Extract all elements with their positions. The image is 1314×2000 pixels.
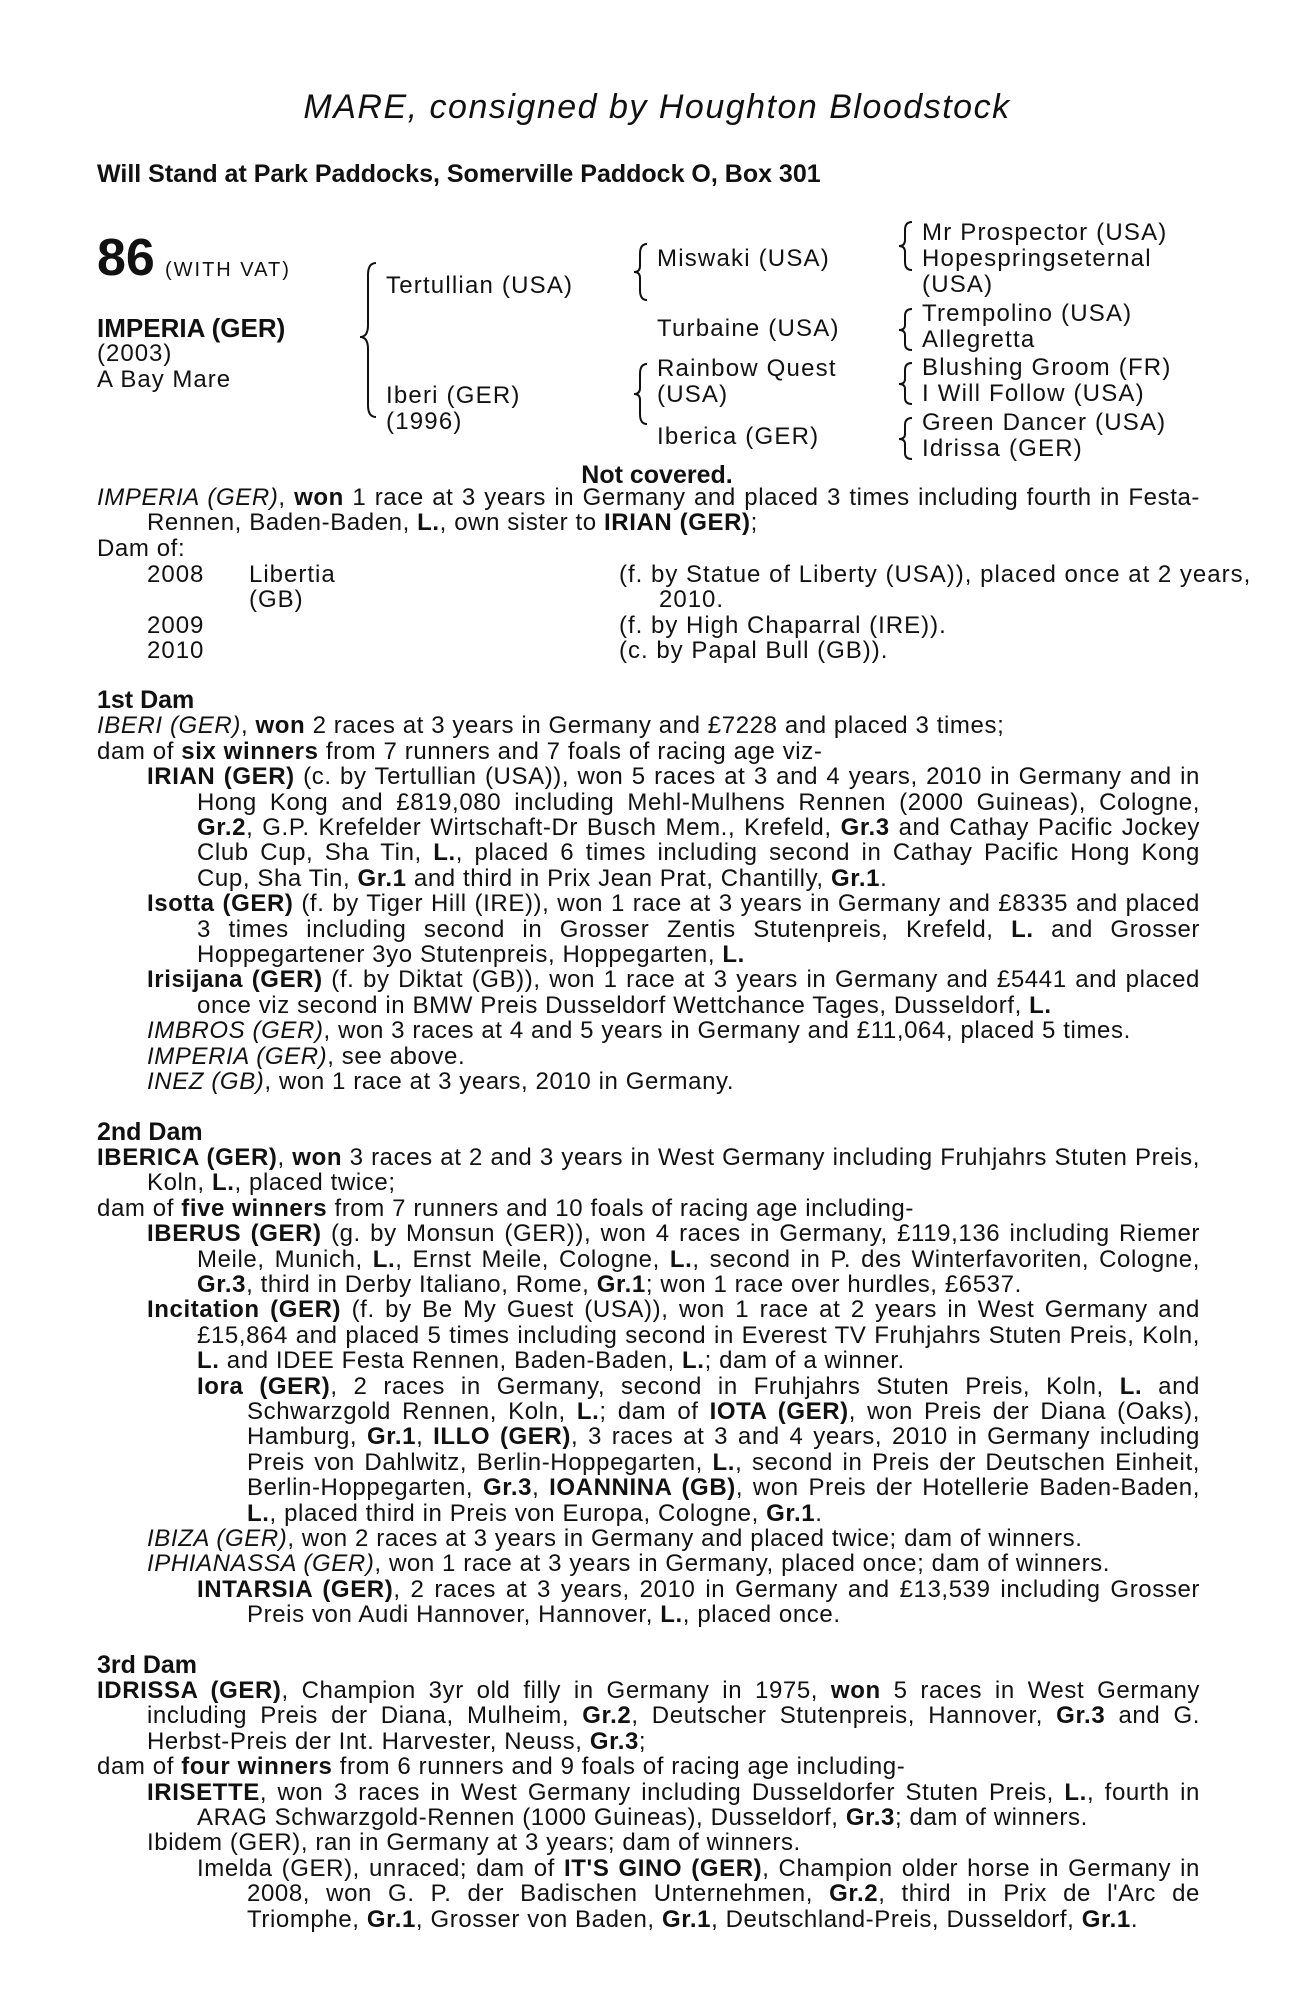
pedigree-sss: Mr Prospector (USA) <box>922 219 1168 246</box>
pedigree-dsd: I Will Follow (USA) <box>922 380 1145 407</box>
progeny-iphianassa: IPHIANASSA (GER), won 1 race at 3 years in Germany, placed once; dam of winners. <box>147 1550 1111 1578</box>
catalogue-page: MARE, consigned by Houghton Bloodstock Will Stand at Park Paddocks, Somerville Paddock O, Box 301 86 (WITH VAT) IMPERIA (GER) (2003) A Bay Mare Tertullian (USA) Iberi (GER) (1996) Miswaki (USA) Turbaine (USA) Rainbow Quest (USA) Iberica (GER) Mr Prospector (USA) Hopespringseternal (USA) Trempolino (USA) Allegretta Blushing Groom (FR) I Will Follow (USA) Green Dancer (USA) Idrissa (GER) Not covered. IMPERIA (GER), won 1 race at 3 years in Germany and placed 3 times including fourth in Festa-Rennen, Baden-Baden, L., own sister to IRIAN (GER); Dam of: 2008 Libertia (GB) (f. by Statue of Liberty (USA)), placed once at 2 years, 2010. 2009 (f. by High Chaparral (IRE)). 2010 (c. by Papal Bull (GB)). 1st Dam IBERI (GER), won 2 races at 3 years in Germany and £7228 and placed 3 times; dam of six winners from 7 runners and 7 foals of racing age viz- IRIAN (GER) (c. by Tertullian (USA)), won 5 races at 3 and 4 years, 2010 in Germany and in Hong Kong and £819,080 including Mehl-Mulhens Rennen (2000 Guineas), Cologne, Gr.2, G.P. Krefelder Wirtschaft-Dr Busch Mem., Krefeld, Gr.3 and Cathay Pacific Jockey Club Cup, Sha Tin, L., placed 6 times including second in Cathay Pacific Hong Kong Cup, Sha Tin, Gr.1 and third in Prix Jean Prat, Chantilly, Gr.1. Isotta (GER) (f. by Tiger Hill (IRE)), won 1 race at 3 years in Germany and £8335 and placed 3 times including second in Grosser Zentis Stutenpreis, Krefeld, L. and Grosser Hoppegartener 3yo Stutenpreis, Hoppegarten, L. Irisijana (GER) (f. by Diktat (GB)), won 1 race at 3 years in Germany and £5441 and placed once viz second in BMW Preis Dusseldorf Wettchance Tages, Dusseldorf, L. IMBROS (GER), won 3 races at 4 and 5 years in Germany and £11,064, placed 5 times. IMPERIA (GER), see above. INEZ (GB), won 1 race at 3 years, 2010 in Germany. 2nd Dam IBERICA (GER), won 3 races at 2 and 3 years in West Germany including Fruhjahrs Stuten Preis, Koln, L., placed twice; dam of five winners from 7 runners and 10 foals of racing age including- IBERUS (GER) (g. by Monsun (GER)), won 4 races in Germany, £119,136 including Riemer Meile, Munich, L., Ernst Meile, Cologne, L., second in P. des Winterfavoriten, Cologne, Gr.3, third in Derby Italiano, Rome, Gr.1; won 1 race over hurdles, £6537. Incitation (GER) (f. by Be My Guest (USA)), won 1 race at 2 years in West Germany and £15,864 and placed 5 times including second in Everest TV Fruhjahrs Stuten Preis, Koln, L. and IDEE Festa Rennen, Baden-Baden, L.; dam of a winner. Iora (GER), 2 races in Germany, second in Fruhjahrs Stuten Preis, Koln, L. and Schwarzgold Rennen, Koln, L.; dam of IOTA (GER), won Preis der Diana (Oaks), Hamburg, Gr.1, ILLO (GER), 3 races at 3 and 4 years, 2010 in Germany including Preis von Dahlwitz, Berlin-Hoppegarten, L., second in Preis der Deutschen Einheit, Berlin-Hoppegarten, Gr.3, IOANNINA (GB), won Preis der Hotellerie Baden-Baden, L., placed third in Preis von Europa, Cologne, Gr.1. IBIZA (GER), won 2 races at 3 years in Germany and placed twice; dam of winners. IPHIANASSA (GER), won 1 race at 3 years in Germany, placed once; dam of winners. INTARSIA (GER), 2 races at 3 years, 2010 in Germany and £13,539 including Grosser Preis von Audi Hannover, Hannover, L., placed once. 3rd Dam IDRISSA (GER), Champion 3yr old filly in Germany in 1975, won 5 races in West Germany including Preis der Diana, Mulheim, Gr.2, Deutscher Stutenpreis, Hannover, Gr.3 and G. Herbst-Preis der Int. Harvester, Neuss, Gr.3; dam of four winners from 6 runners and 9 foals of racing age including- IRISETTE, won 3 races in West Germany including Dusseldorfer Stuten Preis, L., fourth in ARAG Schwarzgold-Rennen (1000 Guineas), Dusseldorf, Gr.3; dam of winners. Ibidem (GER), ran in Germany at 3 years; dam of winners. Imelda (GER), unraced; dam of IT'S GINO (GER), Champion older horse in Germany in 2008, won G. P. der Badischen Unternehmen, Gr.2, third in Prix de l'Arc de Triomphe, Gr.1, Grosser von Baden, Gr.1, Deutschland-Preis, Dusseldorf, Gr.1. <box>0 0 1314 2000</box>
mare-record: IMPERIA (GER), won 1 race at 3 years in Germany and placed 3 times including fourth in Festa-Rennen, Baden-Baden, L., own sister to IRIAN (GER); Dam of: <box>97 484 1200 562</box>
pedigree-sire: Tertullian (USA) <box>386 272 574 299</box>
lot-number: 86 <box>97 229 155 287</box>
progeny-irisijana: Irisijana (GER) (f. by Diktat (GB)), won 1 race at 3 years in Germany and £5441 and placed once viz second in BMW Preis Dusseldorf Wettchance Tages, Dusseldorf, L. <box>147 966 1200 1019</box>
stand-location: Will Stand at Park Paddocks, Somerville Paddock O, Box 301 <box>97 160 821 188</box>
progeny-inez: INEZ (GB), won 1 race at 3 years, 2010 in Germany. <box>147 1068 735 1096</box>
pedigree-dds: Green Dancer (USA) <box>922 409 1167 436</box>
pedigree-dam: Iberi (GER) <box>386 382 521 409</box>
progeny-intarsia: INTARSIA (GER), 2 races at 3 years, 2010 in Germany and £13,539 including Grosser Preis von Audi Hannover, Hannover, L., placed once. <box>197 1575 1200 1629</box>
progeny-isotta: Isotta (GER) (f. by Tiger Hill (IRE)), won 1 race at 3 years in Germany and £8335 and placed 3 times including second in Grosser Zentis Stutenpreis, Krefeld, L. and Grosser Hoppegartener 3yo Stutenpreis, Hoppegarten, L. <box>147 890 1200 969</box>
first-dam-heading: 1st Dam <box>97 686 195 714</box>
progeny-iberus: IBERUS (GER) (g. by Monsun (GER)), won 4 races in Germany, £119,136 including Riemer Meile, Munich, L., Ernst Meile, Cologne, L., second in P. des Winterfavoriten, Cologne, Gr.3, third in Derby Italiano, Rome, Gr.1; won 1 race over hurdles, £6537. <box>147 1220 1200 1298</box>
covering-status: Not covered. <box>581 461 733 489</box>
vat-note: (WITH VAT) <box>165 259 291 281</box>
horse-year: (2003) <box>97 340 173 367</box>
consignor-title: MARE, consigned by Houghton Bloodstock <box>303 88 1011 126</box>
progeny-imelda: Imelda (GER), unraced; dam of IT'S GINO (GER), Champion older horse in Germany in 2008, won G. P. der Badischen Unternehmen, Gr.2, third in Prix de l'Arc de Triomphe, Gr.1, Grosser von Baden, Gr.1, Deutschland-Preis, Dusseldorf, Gr.1. <box>197 1854 1200 1933</box>
progeny-irisette: IRISETTE, won 3 races in West Germany including Dusseldorfer Stuten Preis, L., fourth in ARAG Schwarzgold-Rennen (1000 Guineas), Dusseldorf, Gr.3; dam of winners. <box>147 1778 1200 1832</box>
progeny-irian: IRIAN (GER) (c. by Tertullian (USA)), won 5 races at 3 and 4 years, 2010 in Germany and in Hong Kong and £819,080 including Mehl-Mulhens Rennen (2000 Guineas), Cologne, Gr.2, G.P. Krefelder Wirtschaft-Dr Busch Mem., Krefeld, Gr.3 and Cathay Pacific Jockey Club Cup, Sha Tin, L., placed 6 times including second in Cathay Pacific Hong Kong Cup, Sha Tin, Gr.1 and third in Prix Jean Prat, Chantilly, Gr.1. <box>147 763 1201 892</box>
pedigree-dss: Blushing Groom (FR) <box>922 354 1172 381</box>
mare-name: IMPERIA (GER) <box>97 484 279 511</box>
pedigree-sire-sire: Miswaki (USA) <box>657 245 830 272</box>
dam-sections <box>97 688 1200 1932</box>
second-dam-heading: 2nd Dam <box>97 1117 203 1146</box>
pedigree-ssd: Hopespringseternal (USA) <box>922 245 1152 298</box>
second-dam-produce-summary: dam of five winners from 7 runners and 10 foals of racing age including- <box>97 1194 914 1222</box>
progeny-iora: Iora (GER), 2 races in Germany, second in Fruhjahrs Stuten Preis, Koln, L. and Schwarzgold Rennen, Koln, L.; dam of IOTA (GER), won Preis der Diana (Oaks), Hamburg, Gr.1, ILLO (GER), 3 races at 3 and 4 years, 2010 in Germany including Preis von Dahlwitz, Berlin-Hoppegarten, L., second in Preis der Deutschen Einheit, Berlin-Hoppegarten, Gr.3, IOANNINA (GB), won Preis der Hotellerie Baden-Baden, L., placed third in Preis von Europa, Cologne, Gr.1. <box>197 1372 1201 1527</box>
third-dam-record: IDRISSA (GER), Champion 3yr old filly in Germany in 1975, won 5 races in West Germany including Preis der Diana, Mulheim, Gr.2, Deutscher Stutenpreis, Hannover, Gr.3 and G. Herbst-Preis der Int. Harvester, Neuss, Gr.3; <box>97 1677 1200 1755</box>
third-dam-heading: 3rd Dam <box>97 1650 198 1679</box>
second-dam-record: IBERICA (GER), won 3 races at 2 and 3 years in West Germany including Fruhjahrs Stuten Preis, Koln, L., placed twice; <box>97 1143 1200 1197</box>
pedigree-sdd: Allegretta <box>922 326 1036 353</box>
pedigree-dam-sire: Rainbow Quest (USA) <box>657 355 837 408</box>
third-dam-produce-summary: dam of four winners from 6 runners and 9 foals of racing age including- <box>97 1753 906 1781</box>
sister-name: IRIAN (GER) <box>604 509 751 537</box>
pedigree-sds: Trempolino (USA) <box>922 300 1133 327</box>
pedigree-dam-dam: Iberica (GER) <box>657 423 820 450</box>
dam-of-label: Dam of: <box>97 534 186 562</box>
pedigree-dam-year: (1996) <box>386 408 463 435</box>
pedigree-ddd: Idrissa (GER) <box>922 435 1083 462</box>
horse-description: A Bay Mare <box>97 366 232 393</box>
progeny-ibiza: IBIZA (GER), won 2 races at 3 years in Germany and placed twice; dam of winners. <box>147 1525 1083 1552</box>
horse-name: IMPERIA (GER) <box>97 313 286 343</box>
first-dam-record: IBERI (GER), won 2 races at 3 years in Germany and £7228 and placed 3 times; <box>97 712 1005 740</box>
pedigree-sire-dam: Turbaine (USA) <box>657 315 840 342</box>
progeny-ibidem: Ibidem (GER), ran in Germany at 3 years; dam of winners. <box>147 1829 801 1857</box>
progeny-imperia: IMPERIA (GER), see above. <box>147 1042 466 1070</box>
first-dam-produce-summary: dam of six winners from 7 runners and 7 foals of racing age viz- <box>97 737 823 765</box>
progeny-imbros: IMBROS (GER), won 3 races at 4 and 5 years in Germany and £11,064, placed 5 times. <box>147 1017 1131 1045</box>
progeny-incitation: Incitation (GER) (f. by Be My Guest (USA)), won 1 race at 2 years in West Germany and £15,864 and placed 5 times including second in Everest TV Fruhjahrs Stuten Preis, Koln, L. and IDEE Festa Rennen, Baden-Baden, L.; dam of a winner. <box>147 1296 1200 1375</box>
